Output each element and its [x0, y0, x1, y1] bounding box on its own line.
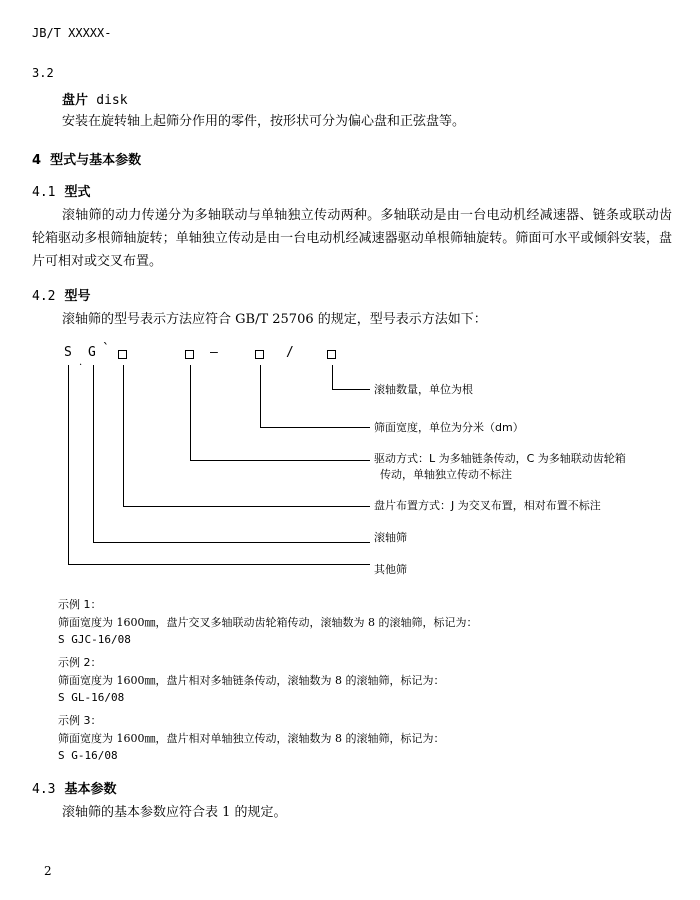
code-char-g: G — [88, 345, 96, 360]
leader-horizontal-disk-layout — [123, 506, 370, 507]
section-4-3-paragraph: 滚轴筛的基本参数应符合表 1 的规定。 — [62, 805, 287, 820]
code-char-dash: — — [210, 345, 218, 360]
label-screen-width: 筛面宽度，单位为分米（dm） — [374, 421, 524, 434]
example-2-text: 筛面宽度为 1600㎜，盘片相对多轴链条传动，滚轴数为 8 的滚轴筛，标记为： — [58, 674, 445, 687]
section-4-1-paragraph: 滚轴筛的动力传递分为多轴联动与单轴独立传动两种。多轴联动是由一台电动机经减速器、链条或联动齿轮箱驱动多根筛轴旋转；单轴独立传动是由一台电动机经减速器驱动单根筛轴旋转。筛面可水平或倾斜安装，盘片可相对或交叉布置。 — [32, 208, 672, 269]
document-code-header: JB/T XXXXX- — [32, 26, 112, 40]
example-3-text: 筛面宽度为 1600㎜，盘片相对单轴独立传动，滚轴数为 8 的滚轴筛，标记为： — [58, 732, 445, 745]
label-disk-layout: 盘片布置方式：J 为交叉布置，相对布置不标注 — [374, 499, 601, 512]
example-3-title: 示例 3： — [58, 714, 102, 727]
code-char-slash: / — [286, 345, 294, 360]
section-4-3-number: 4.3 — [32, 782, 56, 797]
label-other-screen: 其他筛 — [374, 563, 407, 576]
term-chinese: 盘片 — [62, 93, 89, 108]
term-english: disk — [96, 93, 128, 108]
section-4-title: 型式与基本参数 — [50, 153, 142, 168]
example-1-code: S GJC-16/08 — [58, 633, 131, 646]
section-4-1-heading — [32, 181, 91, 200]
page-number: 2 — [44, 864, 52, 878]
example-1-text: 筛面宽度为 1600㎜，盘片交叉多轴联动齿轮箱传动，滚轴数为 8 的滚轴筛，标记为： — [58, 616, 478, 629]
code-dot: . — [79, 357, 83, 368]
leader-horizontal-other-screen — [68, 564, 370, 565]
leader-vertical-other-screen — [68, 365, 69, 564]
term-definition: 安装在旋转轴上起筛分作用的零件，按形状可分为偏心盘和正弦盘等。 — [62, 114, 466, 129]
example-1-title: 示例 1： — [58, 598, 102, 611]
section-4-2-paragraph: 滚轴筛的型号表示方法应符合 GB/T 25706 的规定，型号表示方法如下： — [62, 312, 487, 327]
section-4-3-title: 基本参数 — [64, 782, 117, 797]
example-2-code: S GL-16/08 — [58, 691, 125, 704]
placeholder-box-shaft-count — [327, 350, 336, 359]
section-4-1-number: 4.1 — [32, 185, 56, 200]
leader-vertical-roller-screen — [93, 365, 94, 542]
example-3-code: S G-16/08 — [58, 749, 118, 762]
placeholder-box-width — [255, 350, 264, 359]
leader-vertical-screen-width — [260, 365, 261, 427]
section-4-3-heading — [32, 778, 117, 797]
leader-horizontal-screen-width — [260, 427, 370, 428]
label-drive-mode-line2: 传动，单轴独立传动不标注 — [380, 468, 512, 481]
section-4-number: 4 — [32, 153, 42, 168]
section-3-2-number: 3.2 — [32, 66, 54, 80]
code-char-tick: ` — [102, 342, 110, 357]
section-4-heading — [32, 149, 141, 168]
leader-horizontal-roller-screen — [93, 542, 370, 543]
example-2-title: 示例 2： — [58, 656, 102, 669]
section-4-2-heading — [32, 285, 91, 304]
leader-horizontal-drive-mode — [190, 460, 370, 461]
label-drive-mode-line1: 驱动方式：L 为多轴链条传动，C 为多轴联动齿轮箱 — [374, 452, 626, 465]
code-char-s: S — [64, 345, 72, 360]
section-4-1-title: 型式 — [64, 185, 91, 200]
label-roller-screen: 滚轴筛 — [374, 531, 407, 544]
section-4-2-number: 4.2 — [32, 289, 56, 304]
section-4-2-title: 型号 — [64, 289, 91, 304]
leader-horizontal-shaft-count — [332, 389, 370, 390]
label-shaft-count: 滚轴数量，单位为根 — [374, 383, 473, 396]
leader-vertical-disk-layout — [123, 365, 124, 506]
leader-vertical-shaft-count — [332, 365, 333, 389]
placeholder-box-disk-layout — [118, 350, 127, 359]
term-heading — [62, 89, 128, 108]
leader-vertical-drive-mode — [190, 365, 191, 460]
placeholder-box-drive-mode — [185, 350, 194, 359]
